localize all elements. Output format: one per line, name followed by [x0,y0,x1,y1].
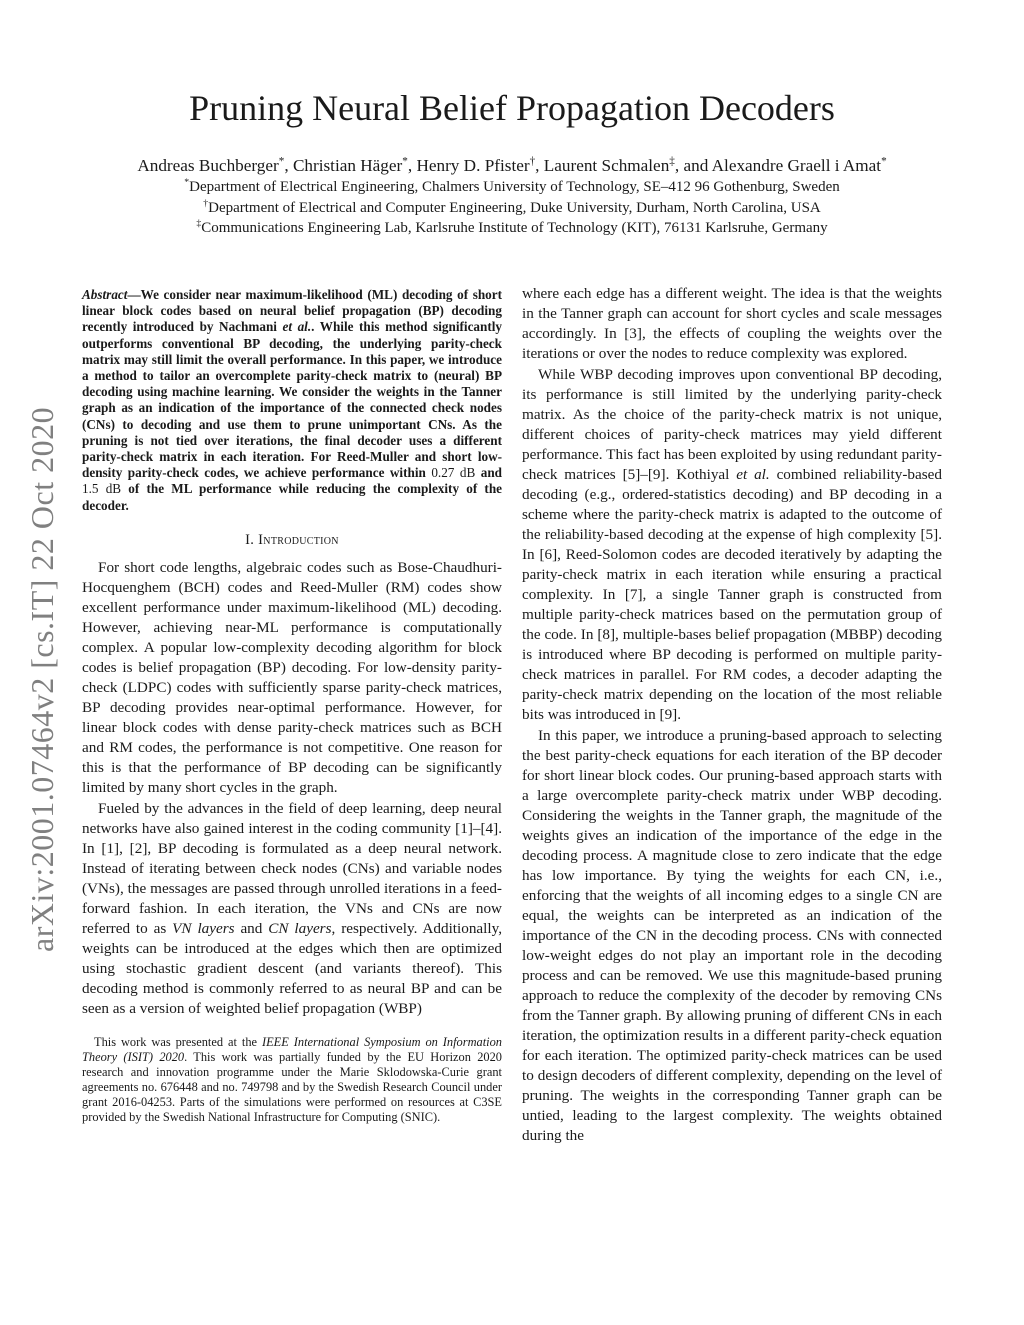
arxiv-identifier: arXiv:2001.07464v2 [cs.IT] 22 Oct 2020 [24,406,60,952]
affiliation-mark: * [881,155,887,168]
author-name: and Alexandre Graell i Amat [683,156,882,175]
author-name: Laurent Schmalen [543,156,670,175]
right-column [522,284,942,1146]
affiliation-kit [0,218,1024,238]
affiliation-mark: * [402,155,408,168]
affiliation-mark: * [184,177,190,188]
math-value: 1.5 dB [82,481,122,497]
math-value: 0.27 dB [431,465,476,481]
footnote: This work was presented at the IEEE International Symposium on Information Theory (ISIT) 2020. This work was partially funded by the EU Horizon 2020 research and innovation programme under the Marie Sklodowska-Curie grant agreements no. 676448 and no. 749798 and by the Swedish Research Council under grant 2016-04253. Parts of the simulations were performed on resources at C3SE provided by the Swedish National Infrastructure for Computing (SNIC). [82,1034,502,1124]
affiliation-text: Department of Electrical and Computer Engineering, Duke University, Durham, North Carolina, USA [208,200,821,216]
author-list: Andreas Buchberger*, Christian Häger*, Henry D. Pfister†, Laurent Schmalen‡, and Alexandre Graell i Amat* [137,155,887,175]
section-heading: I. Introduction [245,531,339,548]
affiliation-mark: † [203,198,209,209]
abstract: Abstract—We consider near maximum-likelihood (ML) decoding of short linear block codes based on neural belief propagation (BP) decoding recently introduced by Nachmani et al.. While this method significantly outperforms conventional BP decoding, the underlying parity-check matrix may still limit the overall performance. In this paper, we introduce a method to tailor an overcomplete parity-check matrix to (neural) BP decoding using machine learning. We consider the weights in the Tanner graph as an indication of the importance of the connected check nodes (CNs) to decoding and use them to prune unimportant CNs. As the pruning is not tied over iterations, the final decoder uses a different parity-check matrix in each iteration. For Reed-Muller and short low-density parity-check codes, we achieve performance within 0.27 dB and 1.5 dB of the ML performance while reducing the complexity of the decoder. [82,287,503,513]
affiliation-text: Communications Engineering Lab, Karlsruhe Institute of Technology (KIT), 76131 Karlsruhe, Germany [201,220,828,236]
affiliation-mark: ‡ [196,218,202,229]
author-name: Christian Häger [292,156,403,175]
abstract-label: Abstract [82,287,128,302]
paper-title: Pruning Neural Belief Propagation Decoders [189,88,835,128]
affiliation-chalmers [0,177,1024,197]
body-paragraph: In this paper, we introduce a pruning-based approach to selecting the best parity-check equations for each iteration of the BP decoder for short linear block codes. Our pruning-based approach starts with a large overcomplete parity-check matrix under WBP decoding. Considering the weights in the Tanner graph, the magnitude of the weights gives an indication of the importance of the edge in the decoding process. A magnitude close to zero indicate that the edge has low importance. By tying the weights for each CN, i.e., enforcing that the weights of all incoming edges to a single CN are equal, the weights can be interpreted as an indication of the importance of the CN in the decoding process. CNs with connected low-weight edges do not play an important role in the decoding process and can be removed. We use this magnitude-based pruning approach to reduce the complexity of the decoder by removing CNs from the Tanner graph. By allowing pruning of different CNs in each iteration, the optimization results in a different parity-check equation for each iteration. The optimized parity-check matrices can be used to design decoders of different complexity, depending on the level of pruning. The weights in the corresponding Tanner graph can be untied, leading to the largest complexity. The weights obtained during the [522,727,942,1144]
intro-paragraph: For short code lengths, algebraic codes such as Bose-Chaudhuri-Hocquenghem (BCH) codes and Reed-Muller (RM) codes show excellent performance under maximum-likelihood (ML) decoding. However, achieving near-ML performance is computationally complex. A popular low-complexity decoding algorithm for block codes is belief propagation (BP) decoding. For low-density parity-check (LDPC) codes with sufficiently sparse parity-check matrices, BP decoding provides near-optimal performance. However, for linear block codes with dense parity-check matrices such as BCH and RM codes, the performance is not competitive. One reason for this is that the performance of BP decoding can be significantly limited by many short cycles in the graph. [82,558,502,796]
affiliation-mark: † [529,155,536,168]
affiliation-text: Department of Electrical Engineering, Chalmers University of Technology, SE–412 96 Gothenburg, Sweden [189,179,840,195]
left-column [82,287,502,1125]
affiliation-duke [0,198,1024,218]
affiliation-mark: ‡ [669,155,675,168]
intro-paragraph: Fueled by the advances in the field of deep learning, deep neural networks have also gained interest in the coding community [1]–[4]. In [1], [2], BP decoding is formulated as a deep neural network. Instead of iterating between check nodes (CNs) and variable nodes (VNs), the messages are passed through unrolled iterations in a feed-forward fashion. In each iteration, the VNs and CNs are now referred to as VN layers and CN layers, respectively. Additionally, weights can be introduced at the edges which then are optimized using stochastic gradient descent (and variants thereof). This decoding method is commonly referred to as neural BP and can be seen as a version of weighted belief propagation (WBP) [82,799,502,1017]
author-name: Henry D. Pfister [416,156,530,175]
affiliation-mark: * [278,155,285,168]
body-paragraph: While WBP decoding improves upon conventional BP decoding, its performance is still limited by the underlying parity-check matrix. As the choice of the parity-check matrix is not unique, different choices of parity-check matrices may yield different performance. This fact has been exploited by using redundant parity-check matrices [5]–[9]. Kothiyal et al. combined reliability-based decoding (e.g., ordered-statistics decoding) and BP decoding in a scheme where the parity-check matrix is adapted to the outcome of the reliability-based decoding at the expense of high complexity [5]. In [6], Reed-Solomon codes are decoded iteratively by adapting the parity-check matrix in each iteration while ensuring a practical complexity. In [7], a single Tanner graph is constructed from multiple parity-check matrices based on the permutation group of the code. In [8], multiple-bases belief propagation (MBBP) decoding is introduced where BP decoding is performed on multiple parity-check matrices in parallel. For RM codes, a decoder adapting the parity-check matrix depending on the location of the most reliable bits was introduced in [9]. [522,366,942,723]
body-paragraph: where each edge has a different weight. The idea is that the weights in the Tanner graph can account for short cycles and scale messages accordingly. In [3], the effects of coupling the weights over the iterations or over the nodes to reduce complexity was explored. [522,285,942,362]
author-name: Andreas Buchberger [137,156,279,175]
